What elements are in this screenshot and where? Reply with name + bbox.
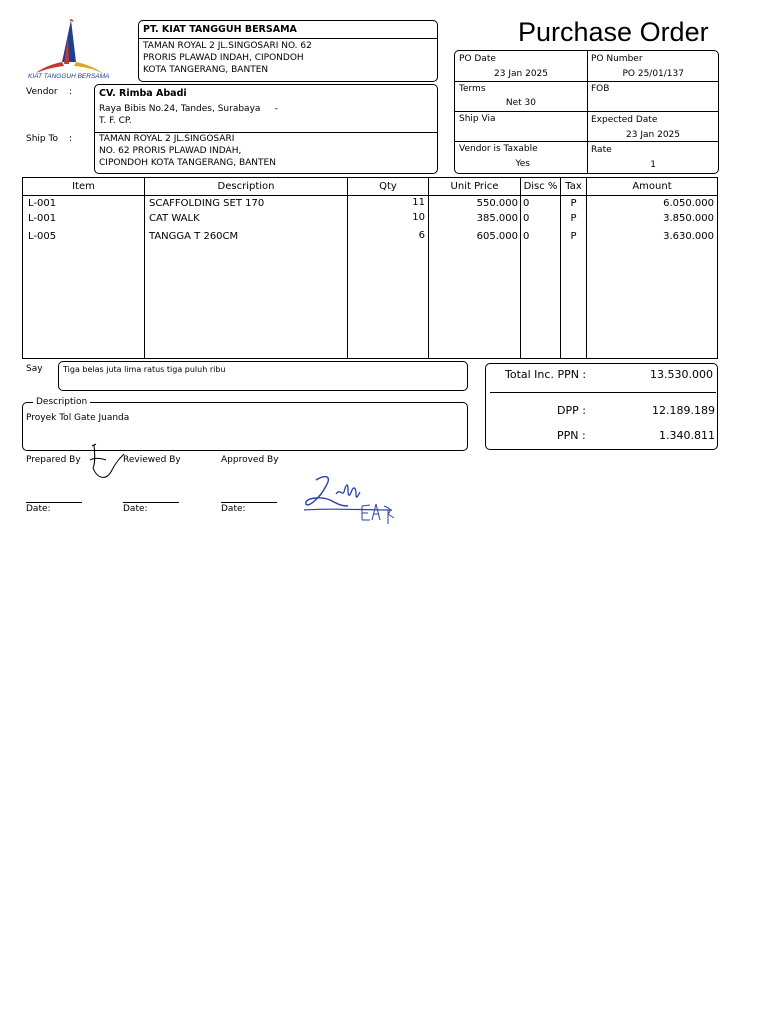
approved-signature-image [300, 470, 425, 530]
po-date-label: PO Date [459, 54, 496, 64]
row-1-disc: 0 [523, 198, 530, 209]
company-logo [22, 16, 116, 82]
total-label: Total Inc. PPN : [505, 368, 587, 381]
description-legend: Description [33, 396, 90, 408]
description-text: Proyek Tol Gate Juanda [26, 413, 130, 423]
reviewed-by-label: Reviewed By [123, 455, 181, 465]
vendor-name: CV. Rimba Abadi [99, 88, 187, 99]
po-info-box [454, 50, 719, 174]
terms-label: Terms [459, 84, 486, 94]
row-3-item: L-005 [28, 231, 57, 242]
ppn-label: PPN : [557, 429, 586, 442]
po-number-value: PO 25/01/137 [622, 69, 684, 79]
row-1-tax: P [570, 198, 577, 209]
row-1-item: L-001 [28, 198, 57, 209]
say-text: Tiga belas juta lima ratus tiga puluh ribu [63, 365, 226, 374]
ship-to-address-1: TAMAN ROYAL 2 JL.SINGOSARI [99, 134, 235, 144]
po-date-value: 23 Jan 2025 [494, 69, 548, 79]
header-item: Item [72, 181, 95, 192]
expected-date-label: Expected Date [591, 115, 658, 125]
reviewed-date-label: Date: [123, 504, 148, 514]
vendor-box [94, 84, 438, 174]
header-amount: Amount [632, 181, 672, 192]
taxable-value: Yes [515, 159, 530, 169]
row-1-unit-price: 550.000 [476, 198, 518, 209]
row-3-tax: P [570, 231, 577, 242]
company-address-2: PRORIS PLAWAD INDAH, CIPONDOH [143, 53, 304, 63]
rate-value: 1 [650, 160, 656, 170]
header-qty: Qty [379, 181, 397, 192]
row-2-item: L-001 [28, 213, 57, 224]
ppn-value: 1.340.811 [659, 429, 715, 442]
row-3-description: TANGGA T 260CM [149, 231, 239, 242]
ship-to-colon: : [69, 134, 73, 144]
row-1-qty: 11 [412, 197, 425, 208]
approved-date-label: Date: [221, 504, 246, 514]
company-address-1: TAMAN ROYAL 2 JL.SINGOSARI NO. 62 [143, 41, 312, 51]
dpp-label: DPP : [557, 404, 586, 417]
row-2-tax: P [570, 213, 577, 224]
ship-to-label: Ship To [26, 134, 58, 144]
row-3-qty: 6 [418, 230, 425, 241]
approved-by-label: Approved By [221, 455, 279, 465]
vendor-address-1: Raya Bibis No.24, Tandes, Surabaya - [99, 104, 278, 114]
fob-label: FOB [591, 84, 610, 94]
terms-value: Net 30 [505, 98, 536, 108]
row-1-description: SCAFFOLDING SET 170 [149, 198, 265, 209]
ship-via-label: Ship Via [459, 114, 496, 124]
vendor-colon: : [69, 87, 73, 97]
row-2-description: CAT WALK [149, 213, 200, 224]
row-2-amount: 3.850.000 [663, 213, 714, 224]
prepared-by-label: Prepared By [26, 455, 81, 465]
vendor-address-2: T. F. CP. [99, 116, 132, 126]
row-3-amount: 3.630.000 [663, 231, 714, 242]
prepared-date-label: Date: [26, 504, 51, 514]
total-value: 13.530.000 [650, 368, 713, 381]
row-3-unit-price: 605.000 [476, 231, 518, 242]
prepared-signature-mark [84, 440, 130, 484]
row-2-qty: 10 [412, 212, 425, 223]
prepared-sign-line [26, 502, 82, 503]
row-2-unit-price: 385.000 [476, 213, 518, 224]
document-title: Purchase Order [518, 17, 709, 47]
company-address-3: KOTA TANGERANG, BANTEN [143, 65, 269, 75]
header-tax: Tax [565, 181, 582, 192]
po-number-label: PO Number [591, 54, 643, 64]
approved-sign-line [221, 502, 277, 503]
header-unit-price: Unit Price [450, 181, 499, 192]
reviewed-sign-line [123, 502, 179, 503]
rate-label: Rate [591, 145, 612, 155]
say-box [58, 361, 468, 391]
row-3-disc: 0 [523, 231, 530, 242]
header-description: Description [217, 181, 275, 192]
items-table [22, 177, 718, 359]
say-label: Say [26, 364, 43, 374]
totals-box [485, 363, 718, 450]
taxable-label: Vendor is Taxable [459, 144, 538, 154]
dpp-value: 12.189.189 [652, 404, 715, 417]
company-box [138, 20, 438, 82]
logo-text: KIAT TANGGUH BERSAMA [28, 73, 110, 80]
header-disc: Disc % [523, 181, 558, 192]
company-name: PT. KIAT TANGGUH BERSAMA [143, 24, 297, 35]
vendor-label: Vendor [26, 87, 58, 97]
ship-to-address-2: NO. 62 PRORIS PLAWAD INDAH, [99, 146, 242, 156]
row-2-disc: 0 [523, 213, 530, 224]
ship-to-address-3: CIPONDOH KOTA TANGERANG, BANTEN [99, 158, 276, 168]
expected-date-value: 23 Jan 2025 [626, 130, 680, 140]
row-1-amount: 6.050.000 [663, 198, 714, 209]
